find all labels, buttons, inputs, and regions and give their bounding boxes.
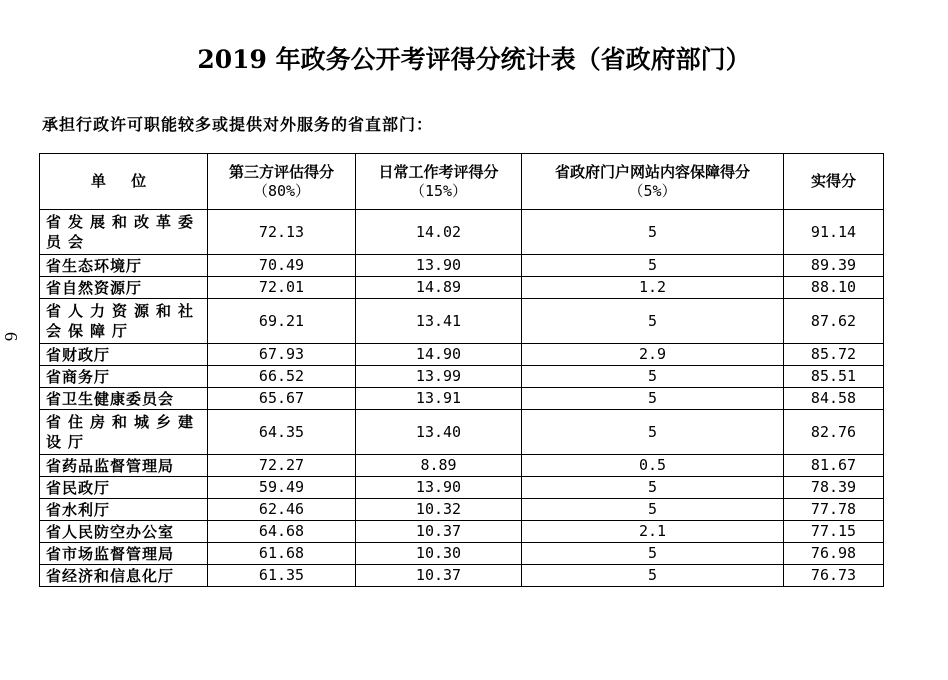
cell-total-score: 87.62 xyxy=(784,299,884,344)
table-row xyxy=(40,388,884,410)
cell-daily-score: 13.91 xyxy=(356,388,522,410)
cell-total-score: 91.14 xyxy=(784,210,884,255)
cell-third-party-score: 65.67 xyxy=(208,388,356,410)
cell-portal-score: 5 xyxy=(522,499,784,521)
table-row xyxy=(40,299,884,344)
cell-third-party-score: 72.13 xyxy=(208,210,356,255)
header-daily xyxy=(356,154,522,210)
cell-third-party-score: 72.27 xyxy=(208,455,356,477)
table-row xyxy=(40,499,884,521)
header-weight: （15%） xyxy=(409,181,468,200)
table-body xyxy=(40,210,884,587)
header-total xyxy=(784,154,884,210)
cell-total-score: 81.67 xyxy=(784,455,884,477)
cell-third-party-score: 69.21 xyxy=(208,299,356,344)
cell-unit: 省商务厅 xyxy=(40,366,208,388)
cell-third-party-score: 59.49 xyxy=(208,477,356,499)
cell-portal-score: 5 xyxy=(522,388,784,410)
cell-total-score: 88.10 xyxy=(784,277,884,299)
cell-unit: 省药品监督管理局 xyxy=(40,455,208,477)
table-row xyxy=(40,344,884,366)
cell-unit: 省自然资源厅 xyxy=(40,277,208,299)
cell-daily-score: 13.41 xyxy=(356,299,522,344)
cell-daily-score: 13.40 xyxy=(356,410,522,455)
cell-unit: 省卫生健康委员会 xyxy=(40,388,208,410)
cell-third-party-score: 72.01 xyxy=(208,277,356,299)
section-subtitle: 承担行政许可职能较多或提供对外服务的省直部门： xyxy=(42,115,434,134)
cell-total-score: 85.72 xyxy=(784,344,884,366)
cell-unit: 省水利厅 xyxy=(40,499,208,521)
cell-unit: 省住房和城乡建设厅 xyxy=(40,410,208,455)
cell-third-party-score: 61.35 xyxy=(208,565,356,587)
cell-daily-score: 8.89 xyxy=(356,455,522,477)
table-row xyxy=(40,366,884,388)
cell-total-score: 82.76 xyxy=(784,410,884,455)
cell-portal-score: 5 xyxy=(522,543,784,565)
cell-total-score: 89.39 xyxy=(784,255,884,277)
cell-third-party-score: 67.93 xyxy=(208,344,356,366)
cell-unit: 省经济和信息化厅 xyxy=(40,565,208,587)
cell-unit: 省民政厅 xyxy=(40,477,208,499)
cell-total-score: 78.39 xyxy=(784,477,884,499)
cell-daily-score: 13.90 xyxy=(356,255,522,277)
cell-unit: 省生态环境厅 xyxy=(40,255,208,277)
header-label: 单 位 xyxy=(90,172,157,190)
cell-daily-score: 13.99 xyxy=(356,366,522,388)
cell-portal-score: 5 xyxy=(522,565,784,587)
header-label: 日常工作考评得分 xyxy=(378,162,499,181)
table-row xyxy=(40,565,884,587)
header-weight: （5%） xyxy=(628,181,677,200)
table-row xyxy=(40,521,884,543)
cell-third-party-score: 62.46 xyxy=(208,499,356,521)
header-label: 省政府门户网站内容保障得分 xyxy=(554,162,750,181)
cell-daily-score: 10.37 xyxy=(356,565,522,587)
header-third-party xyxy=(208,154,356,210)
cell-total-score: 77.15 xyxy=(784,521,884,543)
cell-portal-score: 5 xyxy=(522,410,784,455)
header-row xyxy=(40,154,884,210)
cell-total-score: 76.73 xyxy=(784,565,884,587)
cell-third-party-score: 61.68 xyxy=(208,543,356,565)
cell-total-score: 84.58 xyxy=(784,388,884,410)
cell-daily-score: 10.30 xyxy=(356,543,522,565)
table-row xyxy=(40,410,884,455)
header-label: 第三方评估得分 xyxy=(228,162,334,181)
cell-unit: 省市场监督管理局 xyxy=(40,543,208,565)
cell-third-party-score: 64.35 xyxy=(208,410,356,455)
cell-portal-score: 0.5 xyxy=(522,455,784,477)
cell-portal-score: 5 xyxy=(522,210,784,255)
cell-daily-score: 13.90 xyxy=(356,477,522,499)
table-row xyxy=(40,277,884,299)
table-row xyxy=(40,455,884,477)
header-portal xyxy=(522,154,784,210)
cell-total-score: 76.98 xyxy=(784,543,884,565)
header-label: 实得分 xyxy=(810,172,856,190)
cell-total-score: 77.78 xyxy=(784,499,884,521)
cell-unit: 省财政厅 xyxy=(40,344,208,366)
header-unit xyxy=(40,154,208,210)
page-number: 6 xyxy=(1,332,21,341)
table-row xyxy=(40,477,884,499)
table-row xyxy=(40,255,884,277)
table-row xyxy=(40,543,884,565)
cell-portal-score: 2.9 xyxy=(522,344,784,366)
header-weight: （80%） xyxy=(252,181,311,200)
cell-unit: 省人民防空办公室 xyxy=(40,521,208,543)
cell-third-party-score: 66.52 xyxy=(208,366,356,388)
cell-portal-score: 5 xyxy=(522,299,784,344)
cell-unit: 省人力资源和社会保障厅 xyxy=(40,299,208,344)
cell-portal-score: 2.1 xyxy=(522,521,784,543)
cell-daily-score: 10.32 xyxy=(356,499,522,521)
cell-daily-score: 14.02 xyxy=(356,210,522,255)
cell-portal-score: 1.2 xyxy=(522,277,784,299)
cell-daily-score: 14.89 xyxy=(356,277,522,299)
cell-third-party-score: 64.68 xyxy=(208,521,356,543)
cell-daily-score: 10.37 xyxy=(356,521,522,543)
cell-daily-score: 14.90 xyxy=(356,344,522,366)
score-table xyxy=(39,153,884,587)
cell-portal-score: 5 xyxy=(522,255,784,277)
cell-total-score: 85.51 xyxy=(784,366,884,388)
table-row xyxy=(40,210,884,255)
cell-portal-score: 5 xyxy=(522,477,784,499)
cell-portal-score: 5 xyxy=(522,366,784,388)
table-header xyxy=(40,154,884,210)
cell-unit: 省发展和改革委员会 xyxy=(40,210,208,255)
cell-third-party-score: 70.49 xyxy=(208,255,356,277)
page-title: 2019 年政务公开考评得分统计表（省政府部门） xyxy=(197,45,751,74)
